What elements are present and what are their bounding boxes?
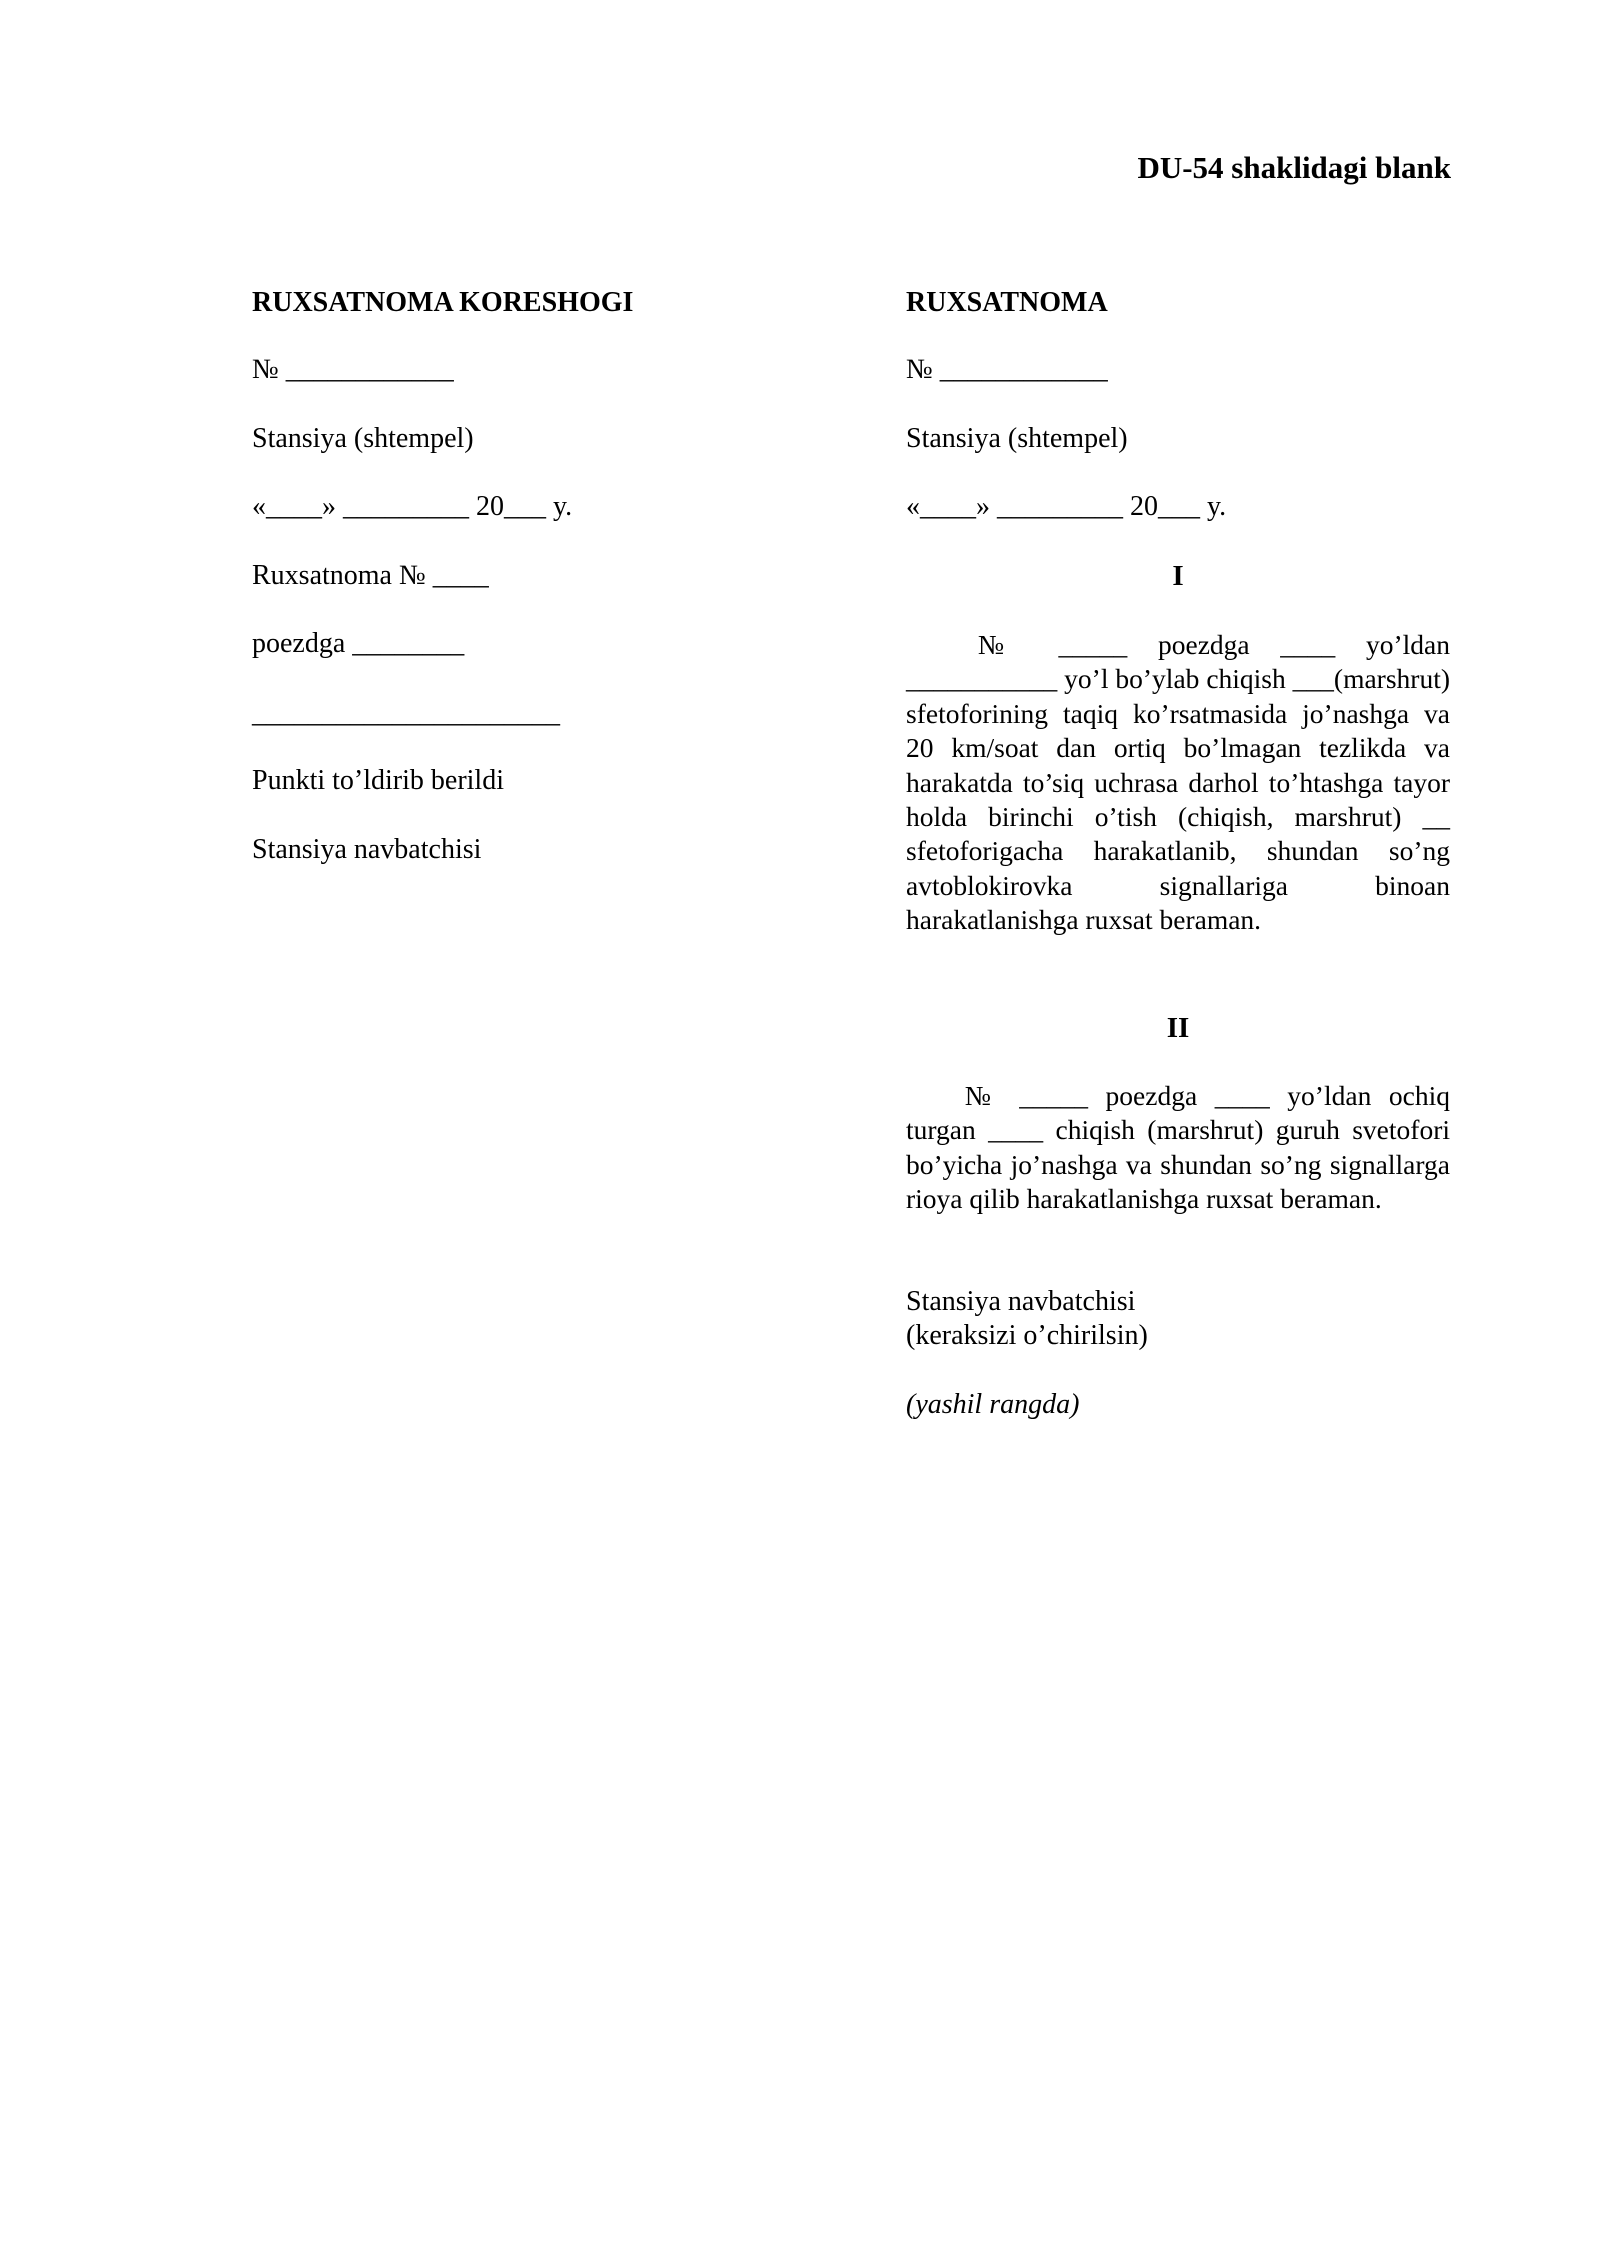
counterfoil-train-field: poezdga ________ [252, 628, 465, 659]
section-one-body: № _____ poezdga ____ yo’ldan ___________ yo’l bo’ylab chiqish ___(marshrut) sfetoforining taqiq ko’rsatmasida jo’nashga va 20 km/soat dan ortiq bo’lmagan tezlikda va harakatda to’siq uchrasa darhol to’htashga tayor holda birinchi o’tish (chiqish, marshrut) __ sfetoforigacha harakatlanib, shundan so’ng avtoblokirovka signallariga binoan harakatlanishga ruxsat beraman. [906, 629, 1450, 936]
counterfoil-duty-officer: Stansiya navbatchisi [252, 834, 482, 865]
strike-out-note: (keraksizi o’chirilsin) [906, 1320, 1148, 1351]
permit-station-label: Stansiya (shtempel) [906, 423, 1128, 454]
counterfoil-heading: RUXSATNOMA KORESHOGI [252, 287, 634, 318]
counterfoil-point-filled: Punkti to’ldirib berildi [252, 765, 504, 796]
permit-date-field: «____» _________ 20___ y. [906, 491, 1227, 522]
permit-duty-officer: Stansiya navbatchisi [906, 1286, 1136, 1317]
counterfoil-permit-number: Ruxsatnoma № ____ [252, 560, 489, 591]
section-one-text [906, 628, 1450, 938]
counterfoil-station-label: Stansiya (shtempel) [252, 423, 474, 454]
section-one-label: I [1172, 560, 1184, 592]
permit-heading: RUXSATNOMA [906, 287, 1108, 318]
counterfoil-blank-line: ______________________ [252, 698, 560, 729]
counterfoil-number-field: № ____________ [252, 354, 454, 385]
section-two-body: № _____ poezdga ____ yo’ldan ochiq turgan ____ chiqish (marshrut) guruh svetofori bo’yicha jo’nashga va shundan so’ng signallarga rioya qilib harakatlanishga ruxsat beraman. [906, 1080, 1450, 1215]
permit-number-field: № ____________ [906, 354, 1108, 385]
counterfoil-date-field: «____» _________ 20___ y. [252, 491, 573, 522]
form-title: DU-54 shaklidagi blank [1137, 150, 1451, 185]
section-two-label: II [1166, 1012, 1190, 1044]
color-note: (yashil rangda) [906, 1389, 1080, 1420]
section-two-text [906, 1079, 1450, 1217]
